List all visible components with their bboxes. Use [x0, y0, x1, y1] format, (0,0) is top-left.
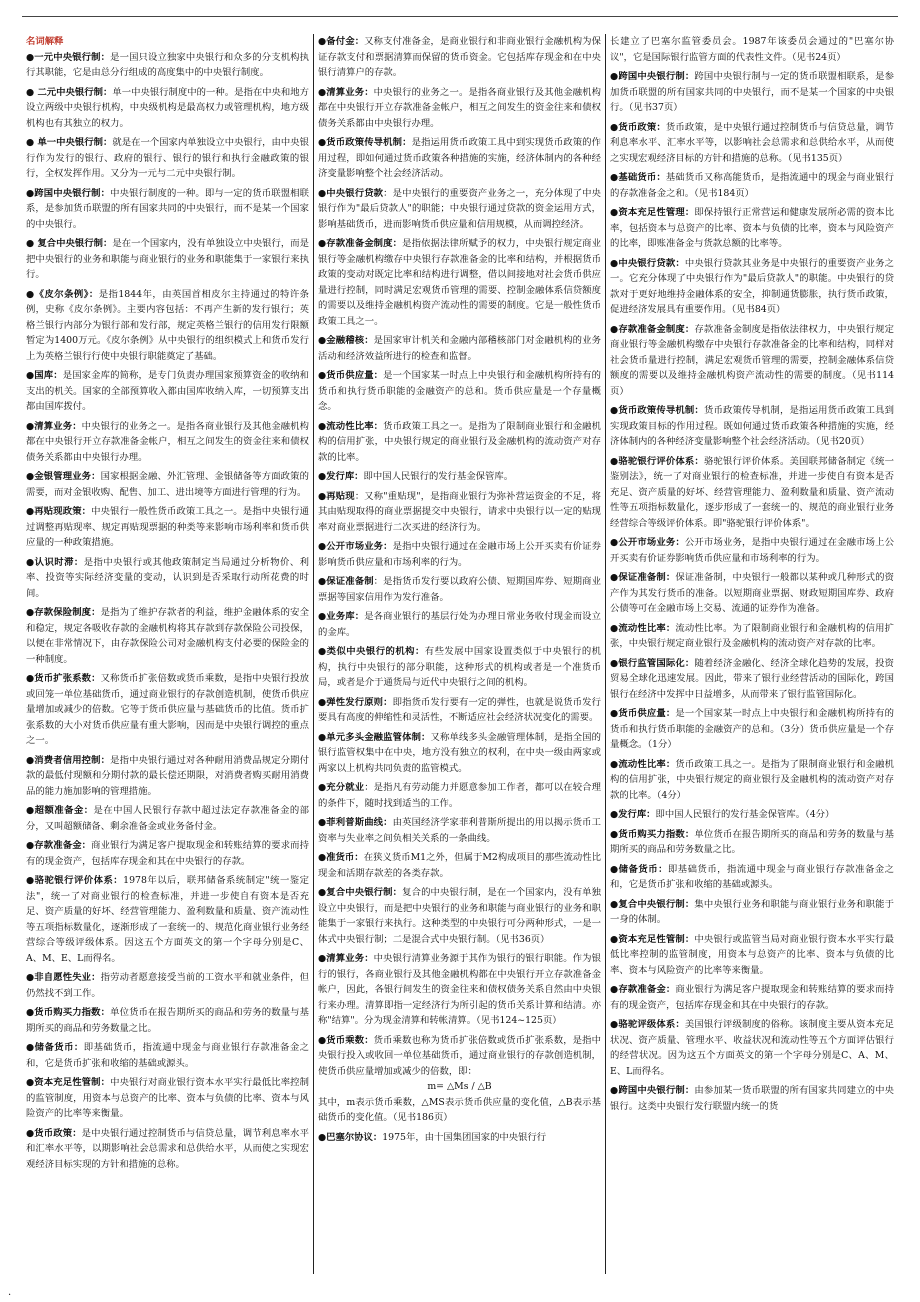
term-entry	[610, 69, 894, 116]
term-title: ●金银管理业务：	[26, 471, 101, 482]
term-entry	[610, 322, 894, 400]
term-definition: 其中，m表示货币乘数，△MS表示货币供应量的变化值，△B表示基础货币的变化值。（见书186页）	[318, 1096, 601, 1123]
term-definition: 是一国只设立独家中央银行和众多的分支机构执行其职能，它是由总分行组成的高度集中的中央银行制度。	[26, 51, 309, 78]
term-title: ●发行库：	[610, 809, 656, 820]
term-entry	[610, 570, 894, 617]
term-entry	[610, 120, 894, 167]
term-definition: 是国家审计机关和金融内部稽核部门对金融机构的业务活动和经济效益所进行的检查和监督。	[318, 335, 601, 362]
term-entry	[318, 730, 601, 777]
term-definition: 在狭义货币M1之外，但属于M2构成项目的那些流动性比现金和活期存款差的各类存款。	[318, 852, 601, 879]
term-definition: 货币乘数也称为货币扩张倍数或货币扩张系数，是指中央银行投入或收回一单位基础货币，通过商业银行的存款创造机制，使货币供应量增加或减少的倍数，即：	[318, 1034, 601, 1077]
term-definition: 即指货币发行要有一定的弹性，也就是说货币发行要具有高度的伸缩性和灵活性，不断适应社会经济状况变化的需要。	[318, 696, 601, 723]
term-definition: ：是中央银行的重要资产业务之一，充分体现了中央银行作为"最后贷款人"的职能；中央银行通过贷款的资金运用方式，影响基础货币，进而影响货币供应量和信用规模，从而调控经济。	[318, 187, 601, 230]
term-entry	[610, 621, 894, 652]
term-definition: ：是指货币发行要以政府公债、短期国库券、短期商业票据等国家信用作为发行准备。	[318, 576, 601, 603]
term-entry	[318, 695, 601, 726]
term-definition: 美国银行评级制度的俗称。该制度主要从资本充足状况、资产质量、管理水平、收益状况和流动性等五个方面评估银行的经营状况。因为这五个方面英文的第一个字母分别是C、A、M、E、L而得名。	[610, 1019, 894, 1077]
term-entry	[318, 539, 601, 570]
term-entry	[26, 1005, 309, 1036]
term-definition: 是各商业银行的基层行处为办理日常业务收付现金而设立的金库。	[318, 611, 601, 638]
term-title: ●存款准备金制度：	[610, 323, 695, 335]
term-title: ●流动性比率：	[318, 420, 384, 432]
term-title: ●银行监管国际化：	[610, 657, 695, 669]
term-title: ●清算业务：	[318, 86, 374, 98]
term-entry	[610, 862, 894, 893]
term-entry	[610, 1083, 894, 1114]
term-definition: 是指1844年，由英国首相皮尔主持通过的特许条例，史称《皮尔条例》。主要内容包括：不再产生新的发行银行；英格兰银行内部分为银行部和发行部，规定英格兰银行的信用发行限额暂定为1400万元。《皮尔条例》从中央银行的组织模式上和货币发行上为英格兰银行行使中央银行职能奠定了基础。	[26, 288, 310, 362]
term-entry	[26, 469, 309, 500]
term-definition: 是指为了维护存款者的利益，维护金融体系的安全和稳定，规定各吸收存款的金融机构将其存款到存款保险公司投保，以便在非常情况下，由存款保险公司对金融机构支付必要的保险金的一种制度。	[26, 607, 309, 665]
term-definition: 骆驼银行评价体系。美国联邦储备制定《统一鉴别法》，统一了对商业银行的检查标准，并进一步使自有资本是否充足、资产质量的好坏、经营管理能力、盈利数量和质量、资产流动性等五项指标数量化，逐步形成了一套统一的、规范的商业银行业务经营综合等级评价体系。即"骆驼银行评价体系"。	[610, 455, 894, 529]
term-title: ●复合中央银行制：	[318, 887, 403, 898]
term-definition: 保证准备制，中央银行一般都以某种或几种形式的资产作为其发行货币的准备。以短期商业票据、财政短期国库券、政府公债等可在金融市场上交易、流通的证券作为准备。	[610, 572, 894, 614]
term-entry	[26, 419, 309, 466]
term-title: ● 复合中央银行制：	[26, 238, 113, 249]
term-entry	[610, 932, 894, 979]
term-entry	[318, 135, 601, 182]
term-title: ●一元中央银行制：	[26, 51, 111, 63]
term-definition: 流动性比率。为了限制商业银行和金融机构的信用扩张，中央银行规定商业银行及金融机构的流动资产对存款的比率。	[610, 622, 894, 649]
term-definition: 是指中央银行通过在金融市场上公开买卖有价证券影响货币供应量和市场利率的行为。	[318, 541, 601, 568]
term-entry	[610, 897, 894, 928]
term-entry	[610, 170, 894, 201]
term-title: ●骆驼评级体系：	[610, 1019, 685, 1030]
term-entry	[610, 656, 894, 703]
term-title: ●类似中央银行的机构：	[318, 646, 425, 657]
term-entry	[26, 671, 309, 749]
term-entry	[318, 333, 601, 364]
term-definition: 单位货币在报告期所买的商品和劳务的数量与基期所买的商品和劳务数量之比。	[26, 1007, 309, 1034]
term-entry	[26, 753, 309, 800]
term-definition: 货币政策工具之一。是指为了限制商业银行和金融机构的信用扩张，中央银行规定的商业银行及金融机构的流动资产对存款的比率。（4分）	[610, 758, 894, 801]
term-entry	[318, 850, 601, 881]
term-entry	[318, 419, 601, 466]
term-definition: 中央银行制度的一种。即与一定的货币联盟相联系，是参加货币联盟的所有国家共同的中央银行，而不是某一个国家的中央银行。	[26, 187, 309, 230]
term-definition: ：是指凡有劳动能力并愿意参加工作者，都可以在较合理的条件下，随时找到适当的工作。	[318, 782, 601, 809]
term-definition: ：又称"重贴现"，是指商业银行为弥补营运资金的不足，将其由贴现取得的商业票据提交中央银行，请求中央银行以一定的贴现率对商业票据进行二次买进的经济行为。	[318, 490, 601, 533]
term-title: ●认识时滞：	[26, 556, 84, 568]
column-1	[22, 34, 313, 1274]
term-title: ●消费者信用控制：	[26, 754, 111, 766]
term-title: ●货币政策传导机制：	[318, 137, 412, 148]
term-definition: 商业银行为满足客户提取现金和转账结算的要求而持有的现金资产，包括库存现金和其在中央银行的存款。	[26, 840, 309, 867]
term-title: ●货币供应量：	[610, 708, 676, 719]
term-entry	[26, 287, 309, 365]
term-definition: 即保持银行正常营运和健康发展所必需的资本比率，包括资本与总资产的比率、资本与负债的比率，资本与风险资产的比率，即账准备金与货款总额的比率等。	[610, 207, 894, 249]
term-title: ●跨国中央银行制：	[26, 187, 111, 199]
term-title: ●货币政策传导机制：	[610, 405, 704, 416]
term-entry	[318, 34, 601, 81]
term-definition: 长建立了巴塞尔监管委员会。1987年该委员会通过的"巴塞尔协议"，它是国际银行监管方面的代表性文件。（见书24页）	[610, 36, 894, 63]
term-entry	[26, 838, 309, 869]
term-title: ●《皮尔条例》：	[26, 288, 99, 300]
term-title: ●再贴现政策：	[26, 506, 92, 517]
term-entry	[318, 1033, 601, 1080]
term-entry	[318, 236, 601, 329]
term-title: ●货币购买力指数：	[610, 828, 695, 840]
term-definition: 货币政策工具之一。是指为了限制商业银行和金融机构的信用扩张，中央银行规定的商业银行及金融机构的流动资产对存款的比率。	[318, 420, 601, 463]
term-entry	[610, 403, 894, 450]
term-title: ●存款准备金制度：	[318, 238, 403, 249]
term-entry	[26, 555, 309, 602]
term-entry	[26, 50, 309, 81]
term-entry	[610, 827, 894, 858]
term-title: ●公开市场业务：	[318, 541, 393, 552]
term-entry	[610, 535, 894, 566]
term-entry	[610, 205, 894, 252]
term-title: ●货币乘数：	[318, 1034, 374, 1046]
term-definition: 是在一个国家内，没有单独设立中央银行，而是把中央银行的业务和职能与商业银行的业务和职能集于一家银行来执行。	[26, 238, 309, 280]
term-definition: 单一中央银行制度中的一种。是指在中央和地方设立两级中央银行机构，中央级机构是最高权力或管理机构，地方级机构也有其独立的权力。	[26, 86, 309, 129]
term-title: ●菲利普斯曲线：	[318, 817, 393, 828]
term-title: ●国库：	[26, 370, 63, 381]
term-title: ●复合中央银行制：	[610, 898, 695, 910]
term-definition: 就是在一个国家内单独设立中央银行，由中央银行作为发行的银行、政府的银行、银行的银行和执行金融政策的银行，全权发挥作用。又分为一元与二元中央银行制。	[26, 137, 309, 179]
term-title: ●巴塞尔协议：	[318, 1131, 383, 1143]
term-definition: 又称支付准备金，是商业银行和非商业银行金融机构为保证存款支付和票据清算而保留的货币资金。它包括库存现金和在中央银行清算户的存款。	[318, 36, 601, 78]
term-title: ●储备货币：	[610, 863, 668, 875]
term-definition: 1978年以后，联邦储备系统制定"统一鉴定法"，统一了对商业银行的检查标准，并进一步使自有资本是否充足、资产质量的好坏、经营管理能力、盈利数量和质量、资产流动性等五项指标数量化，逐渐形成了一套统一的、规范化商业银行业务经营综合等级评级体系。因这五个方面英文的第一个字母分别是C、A、M、E、L而得名。	[26, 875, 309, 964]
formula: m= △Ms / △B	[427, 1081, 492, 1092]
term-title: ●储备货币：	[26, 1042, 84, 1053]
term-definition: 中央银行的业务之一。是指各商业银行及其他金融机构都在中央银行开立存款准备金帐户，相互之间发生的资金往来和债权债务关系都由中央银行办理。	[26, 420, 309, 463]
term-definition: 是指中央银行通过对各种耐用消费品规定分期付款的最低付现额和分期付款的最长偿还期限，对消费者购买耐用消费品的能力施加影响的管理措施。	[26, 754, 309, 797]
term-entry	[610, 706, 894, 753]
term-title: ●中央银行贷款	[318, 187, 384, 199]
term-entry	[318, 85, 601, 132]
term-title: ●资本充足性管制：	[610, 933, 695, 945]
term-entry	[318, 1095, 601, 1126]
term-definition: 中央银行一般性货币政策工具之一。是指中央银行通过调整再贴现率、规定再贴现票据的种类等来影响市场利率和货币供应量的一种政策措施。	[26, 506, 309, 548]
term-entry	[26, 970, 309, 1001]
document-page	[22, 34, 898, 1274]
term-title: ●保证准备制：	[610, 572, 676, 583]
term-definition: 货币政策，是中央银行通过控制货币与信贷总量，调节利息率水平、汇率水平等，以影响社会总需求和总供给水平，从而使之实现宏观经济目标的方针和措施的总称。（见书135页）	[610, 121, 894, 164]
term-title: ●单元多头金融监管体制：	[318, 731, 431, 743]
term-title: ●非自愿性失业：	[26, 972, 101, 983]
term-definition: 即基础货币，指流通中现金与商业银行存款准备金之和，它是货币扩张和收缩的基础或源头。	[26, 1042, 309, 1069]
term-entry	[26, 605, 309, 667]
term-title: ●准货币：	[318, 852, 364, 863]
term-definition: 是国家金库的简称，是专门负责办理国家预算资金的收纳和支出的机关。国家的全部预算收入都由国库收纳入库，一切预算支出都由国库拨付。	[26, 370, 309, 412]
column-3	[605, 34, 898, 1274]
term-definition: 有些发展中国家设置类似于中央银行的机构，执行中央银行的部分职能，这种形式的机构或者是一个准货币局，或者是介于通货局与近代中央银行之间的机构。	[318, 646, 601, 688]
term-entry	[318, 951, 601, 1029]
term-title: ●再贴现	[318, 490, 355, 502]
term-definition: 中央银行清算业务源于其作为银行的银行职能。作为银行的银行，各商业银行及其他金融机构都在中央银行开立存款准备金帐户，因此，各银行间发生的资金往来和债权债务关系自然由中央银行来办理。清算即指一定经济行为所引起的货币关系计算和结清。亦称"结算"。分为现金清算和转帐清算。（见书124~125页）	[318, 953, 601, 1026]
term-definition: 集中央银行业务和职能与商业银行业务和职能于一身的体制。	[610, 898, 894, 925]
term-entry	[26, 186, 309, 233]
term-entry	[318, 609, 601, 640]
term-definition: 随着经济金融化、经济全球化趋势的发展，投资贸易全球化迅速发展。因此，带来了银行业经营活动的国际化，跨国银行在经济中发挥中日益增多，从而带来了银行监管国际化。	[610, 657, 894, 700]
term-title: ●公开市场业务：	[610, 537, 685, 548]
term-entry	[318, 368, 601, 415]
term-definition: 中央银行的业务之一。是指各商业银行及其他金融机构都在中央银行开立存款准备金帐户，相互之间发生的资金往来和债权债务关系都由中央银行办理。	[318, 86, 601, 129]
term-definition: 是中央银行通过控制货币与信贷总量，调节利息率水平和汇率水平等，以期影响社会总需求和总供给水平，从而使之实现宏观经济目标实现的方针和措施的总称。	[26, 1127, 309, 1170]
term-entry	[610, 454, 894, 532]
term-title: ●存款准备金：	[26, 840, 92, 851]
term-entry	[318, 489, 601, 536]
term-definition: 跨国中央银行制与一定的货币联盟相联系，是参加货币联盟的所有国家共同的中央银行，而不是某一个国家的中央银行。（见书37页）	[610, 71, 894, 113]
term-title: ●货币购买力指数：	[26, 1007, 111, 1018]
footer-mark: .	[8, 1287, 12, 1298]
term-definition: 即基础货币，指流通中现金与商业银行存款准备金之和，它是货币扩张和收缩的基础或源头。	[610, 863, 894, 890]
header-rule	[22, 16, 898, 17]
term-entry	[318, 780, 601, 811]
term-definition: 是指运用货币政策工具中到实现货币政策的作用过程，即如何通过货币政策各种措施的实施，经济体制内的各种经济变量影响整个社会经济活动。	[318, 137, 601, 179]
term-definition: 指劳动者愿意接受当前的工资水平和就业条件，但仍然找不到工作。	[26, 972, 309, 999]
term-title: ●货币政策：	[26, 1127, 82, 1139]
term-definition: 又称货币扩张倍数或货币乘数，是指中央银行投放或回笼一单位基础货币，通过商业银行的存款创造机制，使货币供应量增加或减少的倍数。它等于货币供应量与基础货币的比值。货币扩张系数的大小对货币供应量有重大影响，因而是中央银行调控的重点之一。	[26, 673, 309, 746]
term-definition: 是在中国人民银行存款中超过法定存款准备金的部分，又叫超额储备、剩余准备金或业务备付金。	[26, 805, 309, 832]
term-definition: 国家根据金融、外汇管理、金银储备等方面政策的需要，而对金银收购、配售、加工、进出境等方面进行管理的行为。	[26, 471, 309, 498]
term-title: ●业务库：	[318, 611, 365, 622]
term-entry	[610, 807, 894, 823]
term-title: ●货币扩张系数：	[26, 673, 101, 684]
term-definition: 由英国经济学家菲利普斯所提出的用以揭示货币工资率与失业率之间负相关关系的一条曲线。	[318, 817, 601, 844]
term-title: ●跨国中央银行制：	[610, 71, 695, 82]
term-title: ●超额准备金：	[26, 805, 94, 816]
term-entry	[318, 644, 601, 691]
term-entry	[318, 469, 601, 485]
term-definition: 中央银行贷款其业务是中央银行的重要资产业务之一。它充分体现了中央银行作为"最后贷款人"的职能。中央银行的贷款对于更好地维持金融体系的安全，抑制通货膨胀，执行货币政策，促进经济发展具有重要作用。（见书84页）	[610, 257, 894, 315]
term-title: ●弹性发行原则：	[318, 696, 393, 708]
term-title: ●资本充足性管制：	[26, 1077, 111, 1088]
term-title: ●流动性比率：	[610, 758, 676, 770]
term-title: ●基础货币：	[610, 172, 666, 183]
term-entry	[318, 186, 601, 233]
term-entry	[610, 256, 894, 318]
term-entry	[610, 34, 894, 65]
term-entry	[26, 1040, 309, 1071]
term-entry	[26, 85, 309, 132]
term-title: ●发行库：	[318, 471, 364, 482]
term-entry	[610, 757, 894, 804]
term-definition: 存款准备金制度是指依法律权力，中央银行规定商业银行等金融机构缴存中央银行存款准备金的比率和结构，同样对社会货币量进行控制，满足宏观货币管理的需要，控制金融体系信贷额度的需要以及维持金融机构资产流动性的需要的制度。（见书114页）	[610, 323, 894, 397]
term-entry	[26, 236, 309, 283]
term-title: ●充分就业	[318, 782, 365, 793]
term-definition: 是指中央银行或其他政策制定当局通过分析物价、利率、投资等实际经济变量的变动，认识到是否采取行动所花费的时间。	[26, 556, 309, 599]
term-definition: 复合的中央银行制，是在一个国家内，没有单独设立中央银行，而是把中央银行的业务和职能与商业银行的业务和职能集于一家银行来执行。这种类型的中央银行可分两种形式，一是一体式中央银行制；二是混合式中央银行制。（见书36页）	[318, 887, 601, 945]
term-definition: 公开市场业务，是指中央银行通过在金融市场上公开买卖有价证券影响货币供应量和市场利率的行为。	[610, 537, 894, 564]
term-definition: 货币政策传导机制，是指运用货币政策工具到实现政策目标的作用过程。既如何通过货币政策各种措施的实施，经济体制内的各种经济变量影响整个社会经济活动。（见书20页）	[610, 405, 894, 447]
term-entry	[610, 1017, 894, 1079]
term-entry	[610, 982, 894, 1013]
term-entry	[318, 574, 601, 605]
term-title: ● 二元中央银行制：	[26, 86, 113, 98]
section-title: 名词解释	[26, 36, 64, 47]
term-title: ●备付金：	[318, 36, 365, 47]
term-title: ●骆驼银行评价体系：	[26, 875, 124, 886]
term-title: ●存款准备金：	[610, 984, 676, 995]
term-title: ●跨国中央银行制：	[610, 1085, 695, 1096]
term-definition: 即中国人民银行的发行基金保管库。	[363, 471, 514, 482]
term-title: ●保证准备制	[318, 576, 374, 587]
term-definition: 1975年，由十国集团国家的中央银行行	[382, 1131, 547, 1143]
term-title: ●清算业务：	[318, 953, 374, 964]
term-title: ●中央银行贷款：	[610, 257, 685, 269]
term-entry	[26, 368, 309, 415]
term-definition: 单位货币在报告期所买的商品和劳务的数量与基期所买的商品和劳务数量之比。	[610, 828, 894, 855]
term-entry	[318, 815, 601, 846]
term-definition: 是一个国家某一时点上中央银行和金融机构所持有的货币和执行货币职能的金融资产的总和。货币供应量是一个存量概念。	[318, 370, 601, 412]
term-title: ●存款保险制度：	[26, 607, 101, 618]
term-title: ●流动性比率：	[610, 622, 676, 634]
term-title: ●清算业务：	[26, 420, 82, 432]
term-entry	[26, 504, 309, 551]
term-definition: 中央银行或监管当局对商业银行资本水平实行最低比率控制的监管制度，用资本与总资产的比率、资本与负债的比率、资本与风险资产的比率等来衡量。	[610, 933, 894, 976]
term-title: ●金融稽核：	[318, 335, 374, 346]
term-definition: 是一个国家某一时点上中央银行和金融机构所持有的货币和执行货币职能的金融资产的总和。（3分）货币供应量是一个存量概念。（1分）	[610, 708, 894, 750]
term-entry	[318, 1130, 601, 1146]
term-definition: 是指依据法律所赋予的权力，中央银行规定商业银行等金融机构缴存中央银行存款准备金的比率和结构，并根据货币政策的变动对既定比率和结构进行调整，借以间接地对社会货币供应量进行控制，同时满足宏观货币管理的需要、控制金融体系信贷额度的需要以及维持金融机构资产流动性的需要的制度。它是一般性货币政策工具之一。	[318, 238, 601, 327]
term-definition: 又称单线多头金融管理体制，是指全国的银行监管权集中在中央，地方没有独立的权利，在中央一级由两家或两家以上机构共同负责的监管模式。	[318, 731, 601, 774]
term-title: ● 单一中央银行制：	[26, 137, 113, 148]
term-definition: 中央银行对商业银行资本水平实行最低比率控制的监管制度，用资本与总资产的比率、资本与负债的比率、资本与风险资产的比率等来衡量。	[26, 1077, 309, 1119]
term-entry	[318, 885, 601, 947]
term-definition: 基础货币又称高能货币，是指流通中的现金与商业银行的存款准备金之和。（见书184页）	[610, 172, 894, 199]
term-entry	[26, 1126, 309, 1173]
column-2	[313, 34, 605, 1274]
term-entry	[26, 803, 309, 834]
term-entry	[26, 1075, 309, 1122]
term-definition: 商业银行为满足客户提取现金和转账结算的要求而持有的现金资产，包括库存现金和其在中央银行的存款。	[610, 984, 894, 1011]
term-title: ●资本充足性管理：	[610, 207, 695, 218]
term-definition: 即中国人民银行的发行基金保管库。（4分）	[655, 809, 835, 820]
term-title: ●货币供应量：	[318, 370, 384, 381]
term-entry	[26, 135, 309, 182]
term-title: ●货币政策：	[610, 121, 666, 133]
term-title: ●骆驼银行评价体系：	[610, 455, 704, 467]
term-definition: 由参加某一货币联盟的所有国家共同建立的中央银行。这类中央银行发行联盟内统一的货	[610, 1085, 894, 1112]
term-entry	[26, 873, 309, 966]
